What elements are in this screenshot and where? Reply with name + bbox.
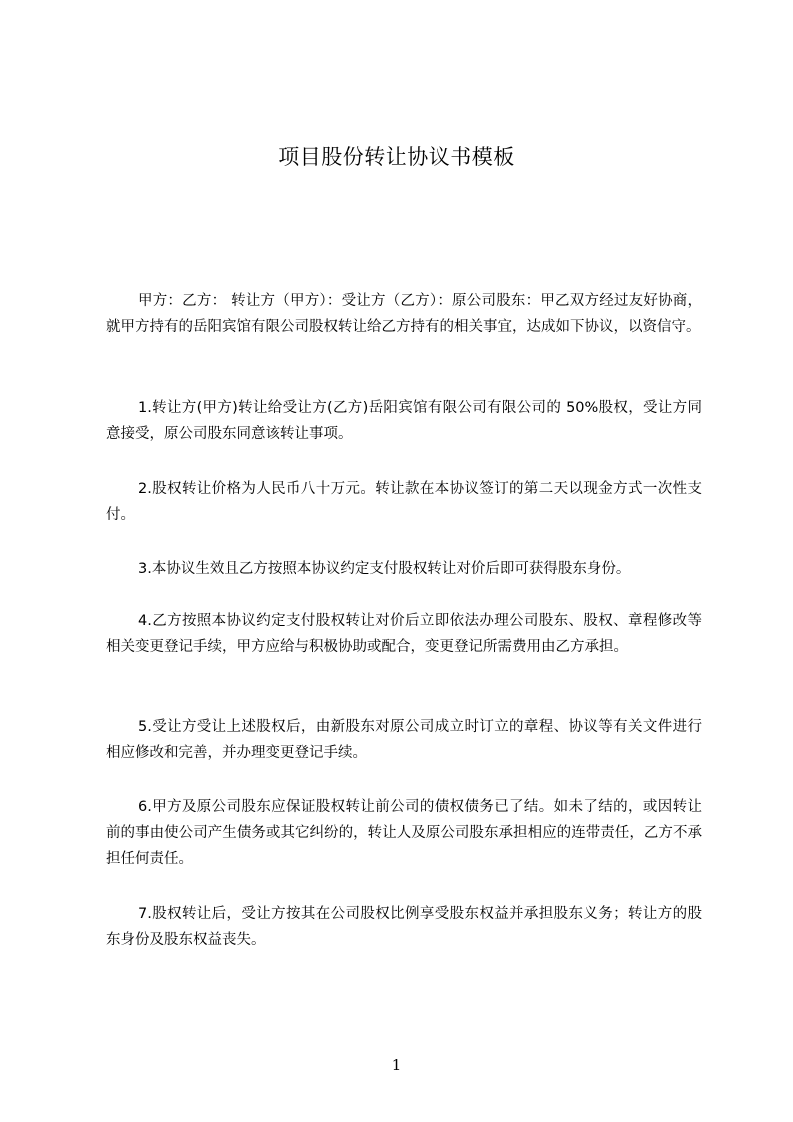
document-title: 项目股份转让协议书模板 xyxy=(278,145,515,169)
clause-5: 5.受让方受让上述股权后，由新股东对原公司成立时订立的章程、协议等有关文件进行相应修改和完善，并办理变更登记手续。 xyxy=(106,719,702,761)
clause-6: 6.甲方及原公司股东应保证股权转让前公司的债权债务已了结。如未了结的，或因转让前的事由使公司产生债务或其它纠纷的，转让人及原公司股东承担相应的连带责任，乙方不承担任何责任。 xyxy=(106,799,702,867)
clause-1: 1.转让方(甲方)转让给受让方(乙方)岳阳宾馆有限公司有限公司的 50%股权，受让方同意接受，原公司股东同意该转让事项。 xyxy=(106,400,702,442)
intro-paragraph: 甲方：乙方： 转让方（甲方）：受让方（乙方）：原公司股东：甲乙双方经过友好协商，就甲方持有的岳阳宾馆有限公司股权转让给乙方持有的相关事宜，达成如下协议，以资信守。 xyxy=(106,293,702,335)
clause-4: 4.乙方按照本协议约定支付股权转让对价后立即依法办理公司股东、股权、章程修改等相关变更登记手续，甲方应给与积极协助或配合，变更登记所需费用由乙方承担。 xyxy=(106,613,702,655)
page-number: 1 xyxy=(391,1056,402,1074)
clause-3: 3.本协议生效且乙方按照本协议约定支付股权转让对价后即可获得股东身份。 xyxy=(138,561,631,577)
clause-2: 2.股权转让价格为人民币八十万元。转让款在本协议签订的第二天以现金方式一次性支付。 xyxy=(106,481,702,523)
clause-7: 7.股权转让后，受让方按其在公司股权比例享受股东权益并承担股东义务；转让方的股东身份及股东权益丧失。 xyxy=(106,906,702,948)
